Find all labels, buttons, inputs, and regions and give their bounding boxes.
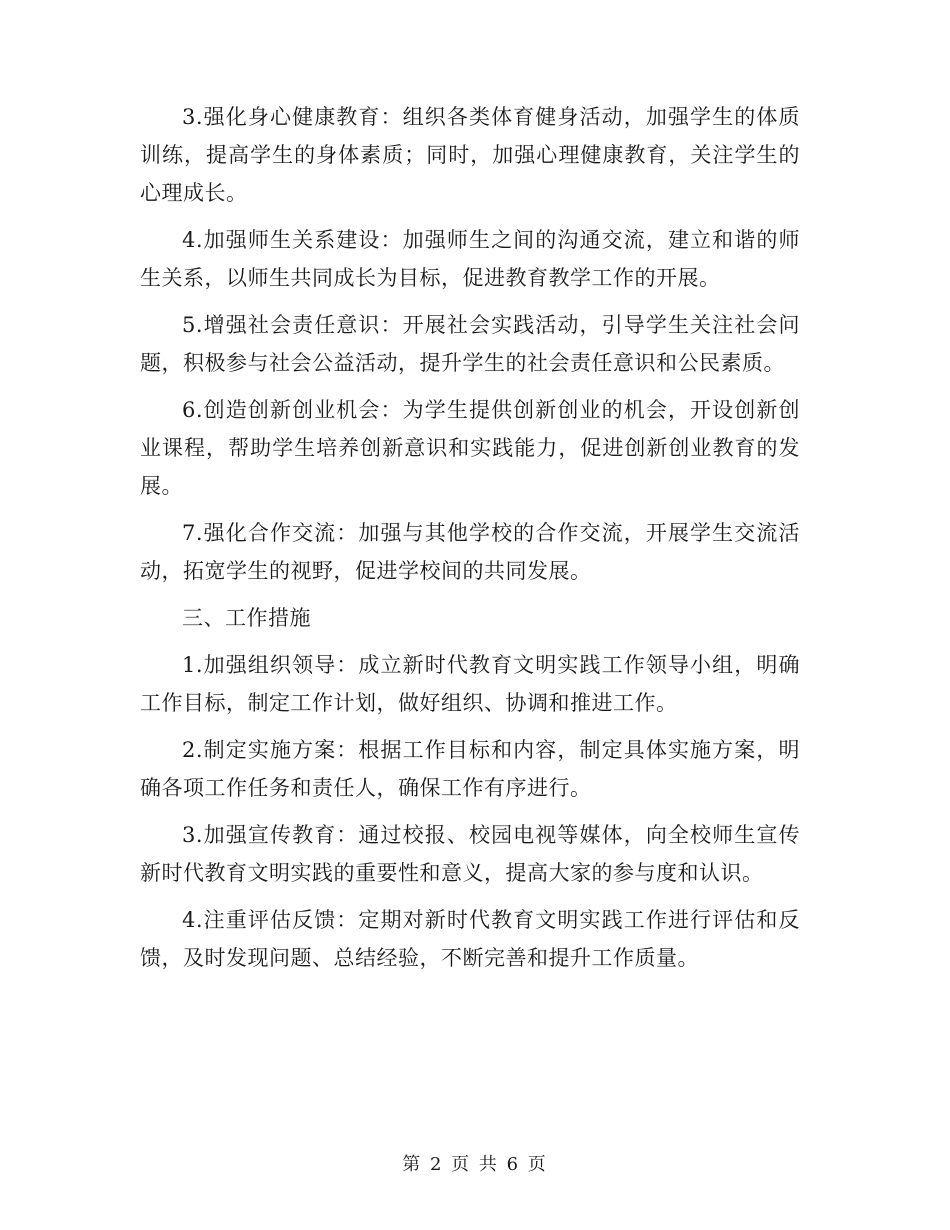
paragraph-implementation-plan: 2.制定实施方案：根据工作目标和内容，制定具体实施方案，明确各项工作任务和责任人，确保工作有序进行。 [140, 738, 800, 800]
section-heading-work-measures: 三、工作措施 [182, 606, 311, 630]
paragraph-publicity-education: 3.加强宣传教育：通过校报、校园电视等媒体，向全校师生宣传新时代教育文明实践的重要性和意义，提高大家的参与度和认识。 [140, 823, 800, 885]
paragraph-social-responsibility: 5.增强社会责任意识：开展社会实践活动，引导学生关注社会问题，积极参与社会公益活动，提升学生的社会责任意识和公民素质。 [140, 313, 800, 375]
paragraph-organizational-leadership: 1.加强组织领导：成立新时代教育文明实践工作领导小组，明确工作目标，制定工作计划，做好组织、协调和推进工作。 [140, 653, 800, 715]
paragraph-teacher-student-relations: 4.加强师生关系建设：加强师生之间的沟通交流，建立和谐的师生关系，以师生共同成长为目标，促进教育教学工作的开展。 [140, 228, 800, 290]
paragraph-innovation-entrepreneurship: 6.创造创新创业机会：为学生提供创新创业的机会，开设创新创业课程，帮助学生培养创新意识和实践能力，促进创新创业教育的发展。 [140, 398, 800, 498]
paragraph-health-education: 3.强化身心健康教育：组织各类体育健身活动，加强学生的体质训练，提高学生的身体素质；同时，加强心理健康教育，关注学生的心理成长。 [140, 105, 800, 205]
page-number-footer: 第 2 页 共 6 页 [402, 1154, 548, 1175]
paragraph-evaluation-feedback: 4.注重评估反馈：定期对新时代教育文明实践工作进行评估和反馈，及时发现问题、总结经验，不断完善和提升工作质量。 [140, 908, 800, 970]
document-body [140, 98, 800, 986]
paragraph-cooperation-exchange: 7.强化合作交流：加强与其他学校的合作交流，开展学生交流活动，拓宽学生的视野，促进学校间的共同发展。 [140, 521, 800, 583]
